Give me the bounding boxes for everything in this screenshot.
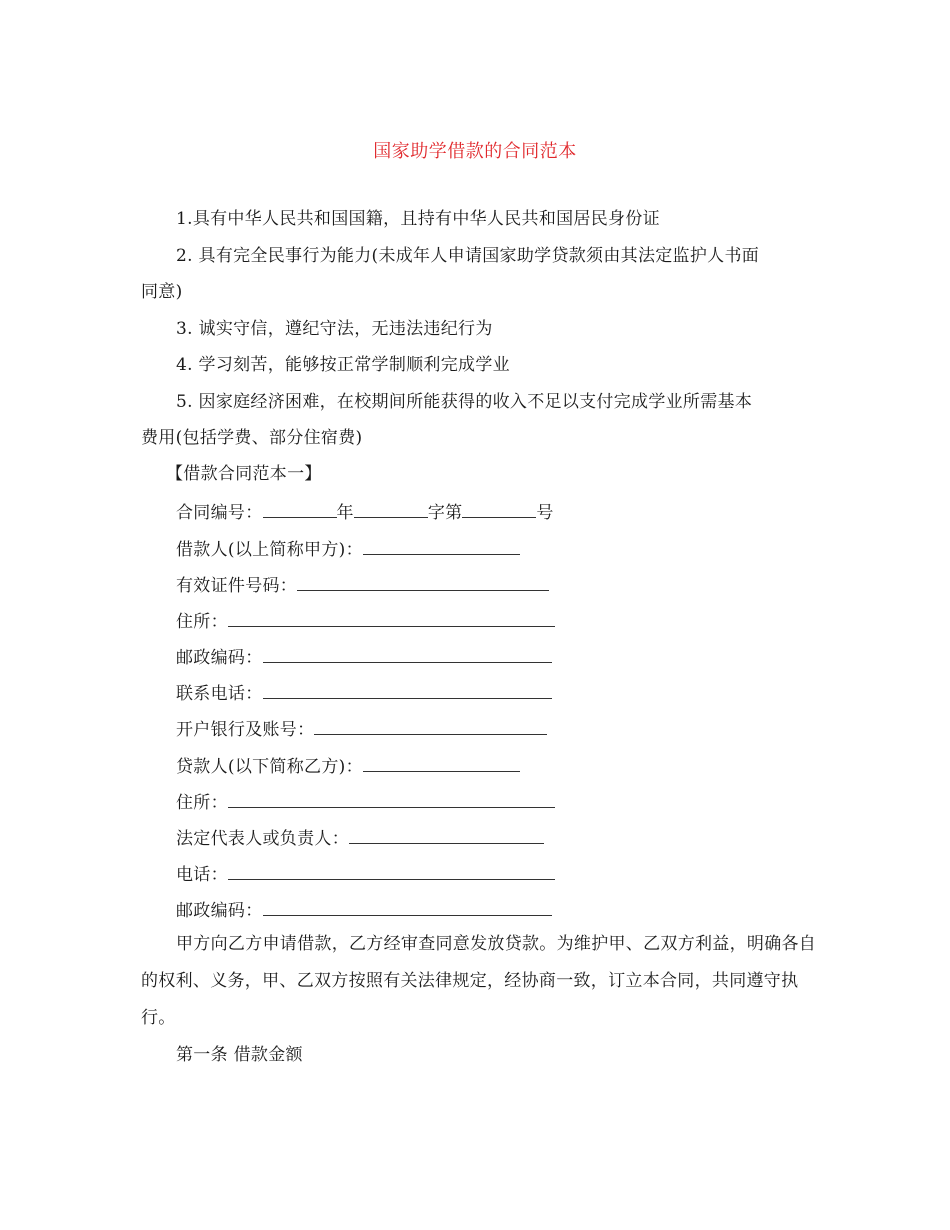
field-label: 邮政编码： [176,901,263,921]
year-label: 年 [336,503,354,523]
page-title: 国家助学借款的合同范本 [373,141,577,162]
field-label: 开户银行及账号： [176,720,315,740]
contract-number-label: 合同编号： [176,503,263,523]
field-address [176,610,555,632]
section-heading: 【借款合同范本一】 [166,464,322,484]
requirement-3: 3. 诚实守信，遵纪守法，无违法违纪行为 [176,319,493,339]
contract-number-line [176,501,554,523]
field-label: 借款人(以上简称甲方)： [176,540,363,560]
blank-line [462,501,536,518]
blank-line [263,899,552,916]
body-paragraph: 甲方向乙方申请借款，乙方经审查同意发放贷款。为维护甲、乙双方利益，明确各自的权利、义务，甲、乙双方按照有关法律规定，经协商一致，订立本合同，共同遵守执行。 [141,934,817,1028]
blank-line [363,755,520,772]
requirement-2-cont: 同意) [141,282,183,302]
blank-line [363,538,520,555]
field-label: 贷款人(以下简称乙方)： [176,757,363,777]
field-lender-address [176,791,555,813]
article-1-heading: 第一条 借款金额 [176,1045,303,1065]
field-lender [176,755,520,777]
blank-line [297,574,549,591]
requirement-5-cont: 费用(包括学费、部分住宿费) [141,428,363,448]
number-label: 号 [536,503,554,523]
field-postcode [176,646,552,668]
blank-line [228,791,555,808]
requirement-1: 1.具有中华人民共和国国籍，且持有中华人民共和国居民身份证 [176,209,660,229]
blank-line [263,501,337,518]
field-lender-postcode [176,899,552,921]
field-borrower [176,538,520,560]
blank-line [263,646,552,663]
field-legal-rep [176,827,544,849]
blank-line [263,682,552,699]
field-label: 法定代表人或负责人： [176,829,349,849]
blank-line [228,863,555,880]
field-bank-account [176,718,547,740]
field-id-number [176,574,549,596]
blank-line [349,827,544,844]
field-label: 电话： [176,865,228,885]
field-label: 邮政编码： [176,648,263,668]
field-label: 住所： [176,793,228,813]
field-label: 联系电话： [176,684,263,704]
blank-line [314,718,547,735]
field-label: 住所： [176,612,228,632]
char-label: 字第 [427,503,463,523]
field-phone [176,682,552,704]
requirement-2: 2. 具有完全民事行为能力(未成年人申请国家助学贷款须由其法定监护人书面 [176,246,760,266]
blank-line [354,501,428,518]
field-lender-phone [176,863,555,885]
field-label: 有效证件号码： [176,576,298,596]
requirement-5: 5. 因家庭经济困难，在校期间所能获得的收入不足以支付完成学业所需基本 [176,392,753,412]
requirement-4: 4. 学习刻苦，能够按正常学制顺利完成学业 [176,355,510,375]
blank-line [228,610,555,627]
